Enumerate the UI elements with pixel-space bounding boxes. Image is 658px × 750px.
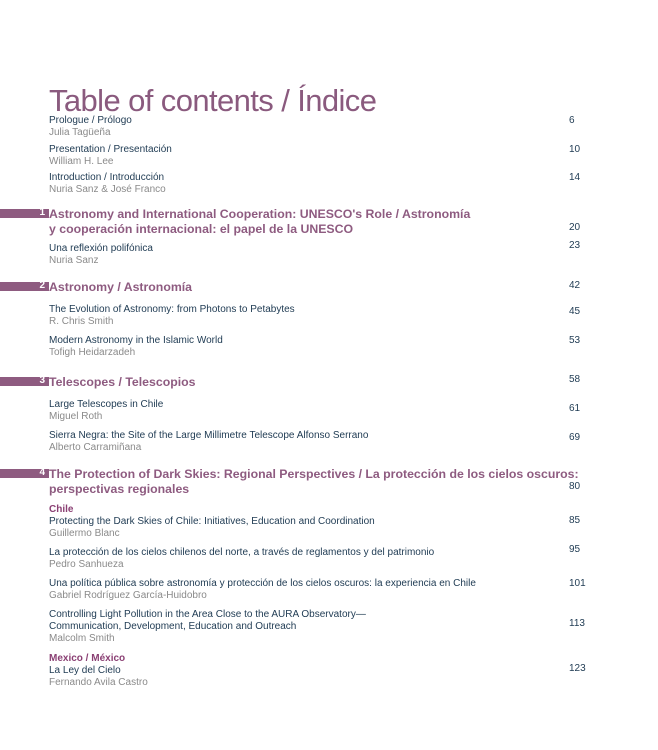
entry-page-number: 61: [569, 403, 581, 414]
section-page-number: 42: [569, 280, 581, 291]
section-title: The Protection of Dark Skies: Regional Perspectives / La protección de los cielos oscuros:: [49, 467, 579, 481]
toc-entry[interactable]: [49, 304, 658, 328]
section-heading-1[interactable]: [0, 206, 658, 240]
section-title: Telescopes / Telescopios: [49, 375, 196, 389]
section-title: Astronomy / Astronomía: [49, 280, 193, 294]
entry-title: La Ley del Cielo: [49, 665, 121, 676]
entry-title: Protecting the Dark Skies of Chile: Initiatives, Education and Coordination: [49, 516, 375, 527]
section-number: 2: [39, 280, 45, 291]
section-title-line2: perspectivas regionales: [49, 482, 190, 496]
section-number-bar: [0, 282, 49, 291]
entry-author: R. Chris Smith: [49, 316, 114, 327]
entry-page-number: 45: [569, 306, 581, 317]
entry-page-number: 69: [569, 432, 581, 443]
section-number-bar: [0, 209, 49, 218]
page-title: Table of contents / Índice: [49, 82, 377, 118]
entry-author: Nuria Sanz: [49, 255, 99, 266]
section-number: 4: [39, 467, 45, 478]
entry-title: Una política pública sobre astronomía y protección de los cielos oscuros: la experiencia en Chile: [49, 578, 476, 589]
section-title: Astronomy and International Cooperation: UNESCO's Role / Astronomía: [49, 207, 471, 221]
entry-page-number: 14: [569, 172, 581, 183]
toc-entry-introduction[interactable]: [49, 172, 658, 196]
toc-entry[interactable]: [49, 399, 658, 423]
entry-author: Pedro Sanhueza: [49, 559, 124, 570]
entry-title: Prologue / Prólogo: [49, 115, 132, 126]
toc-entry[interactable]: [49, 430, 658, 454]
entry-author: Julia Tagüeña: [49, 127, 111, 138]
entry-page-number: 23: [569, 240, 581, 251]
section-title-line2: y cooperación internacional: el papel de la UNESCO: [49, 222, 354, 236]
entry-page-number: 113: [569, 618, 585, 629]
region-label-chile: Chile: [49, 504, 74, 515]
entry-page-number: 101: [569, 578, 586, 589]
entry-author: Guillermo Blanc: [49, 528, 120, 539]
entry-title-line2: Communication, Development, Education and Outreach: [49, 621, 297, 632]
section-number: 3: [39, 375, 45, 386]
region-label-mexico: Mexico / México: [49, 653, 126, 664]
entry-author: Alberto Carramiñana: [49, 442, 142, 453]
entry-author: Miguel Roth: [49, 411, 103, 422]
entry-title: The Evolution of Astronomy: from Photons to Petabytes: [49, 304, 295, 315]
toc-entry-presentation[interactable]: [49, 144, 658, 168]
toc-entry[interactable]: [49, 335, 658, 359]
section-number: 1: [39, 207, 45, 218]
entry-page-number: 10: [569, 144, 581, 155]
section-number-bar: [0, 469, 49, 478]
section-heading-4[interactable]: [0, 466, 658, 500]
section-page-number: 58: [569, 374, 581, 385]
toc-entry[interactable]: [49, 504, 658, 540]
entry-title: Presentation / Presentación: [49, 144, 172, 155]
entry-title: Controlling Light Pollution in the Area Close to the AURA Observatory—: [49, 609, 366, 620]
entry-title: Modern Astronomy in the Islamic World: [49, 335, 223, 346]
entry-page-number: 6: [569, 115, 575, 126]
entry-author: William H. Lee: [49, 156, 114, 167]
toc-entry[interactable]: [49, 544, 658, 571]
entry-author: Malcolm Smith: [49, 633, 115, 644]
entry-title: Sierra Negra: the Site of the Large Millimetre Telescope Alfonso Serrano: [49, 430, 369, 441]
entry-page-number: 95: [569, 544, 581, 555]
entry-author: Nuria Sanz & José Franco: [49, 184, 166, 195]
entry-title: Large Telescopes in Chile: [49, 399, 164, 410]
entry-title: Una reflexión polifónica: [49, 243, 153, 254]
section-page-number: 80: [569, 481, 581, 492]
toc-entry-prologue[interactable]: [49, 115, 658, 139]
entry-page-number: 53: [569, 335, 581, 346]
section-page-number: 20: [569, 222, 581, 233]
toc-entry[interactable]: [49, 240, 658, 267]
entry-author: Fernando Avila Castro: [49, 677, 148, 688]
toc-entry[interactable]: [49, 578, 658, 602]
toc-entry[interactable]: [49, 653, 658, 689]
entry-title: La protección de los cielos chilenos del norte, a través de reglamentos y del patrimonio: [49, 547, 435, 558]
section-number-bar: [0, 377, 49, 386]
entry-page-number: 123: [569, 663, 586, 674]
toc-entry[interactable]: [49, 609, 658, 645]
entry-title: Introduction / Introducción: [49, 172, 165, 183]
entry-author: Gabriel Rodríguez García-Huidobro: [49, 590, 207, 601]
entry-page-number: 85: [569, 515, 581, 526]
entry-author: Tofigh Heidarzadeh: [49, 347, 136, 358]
